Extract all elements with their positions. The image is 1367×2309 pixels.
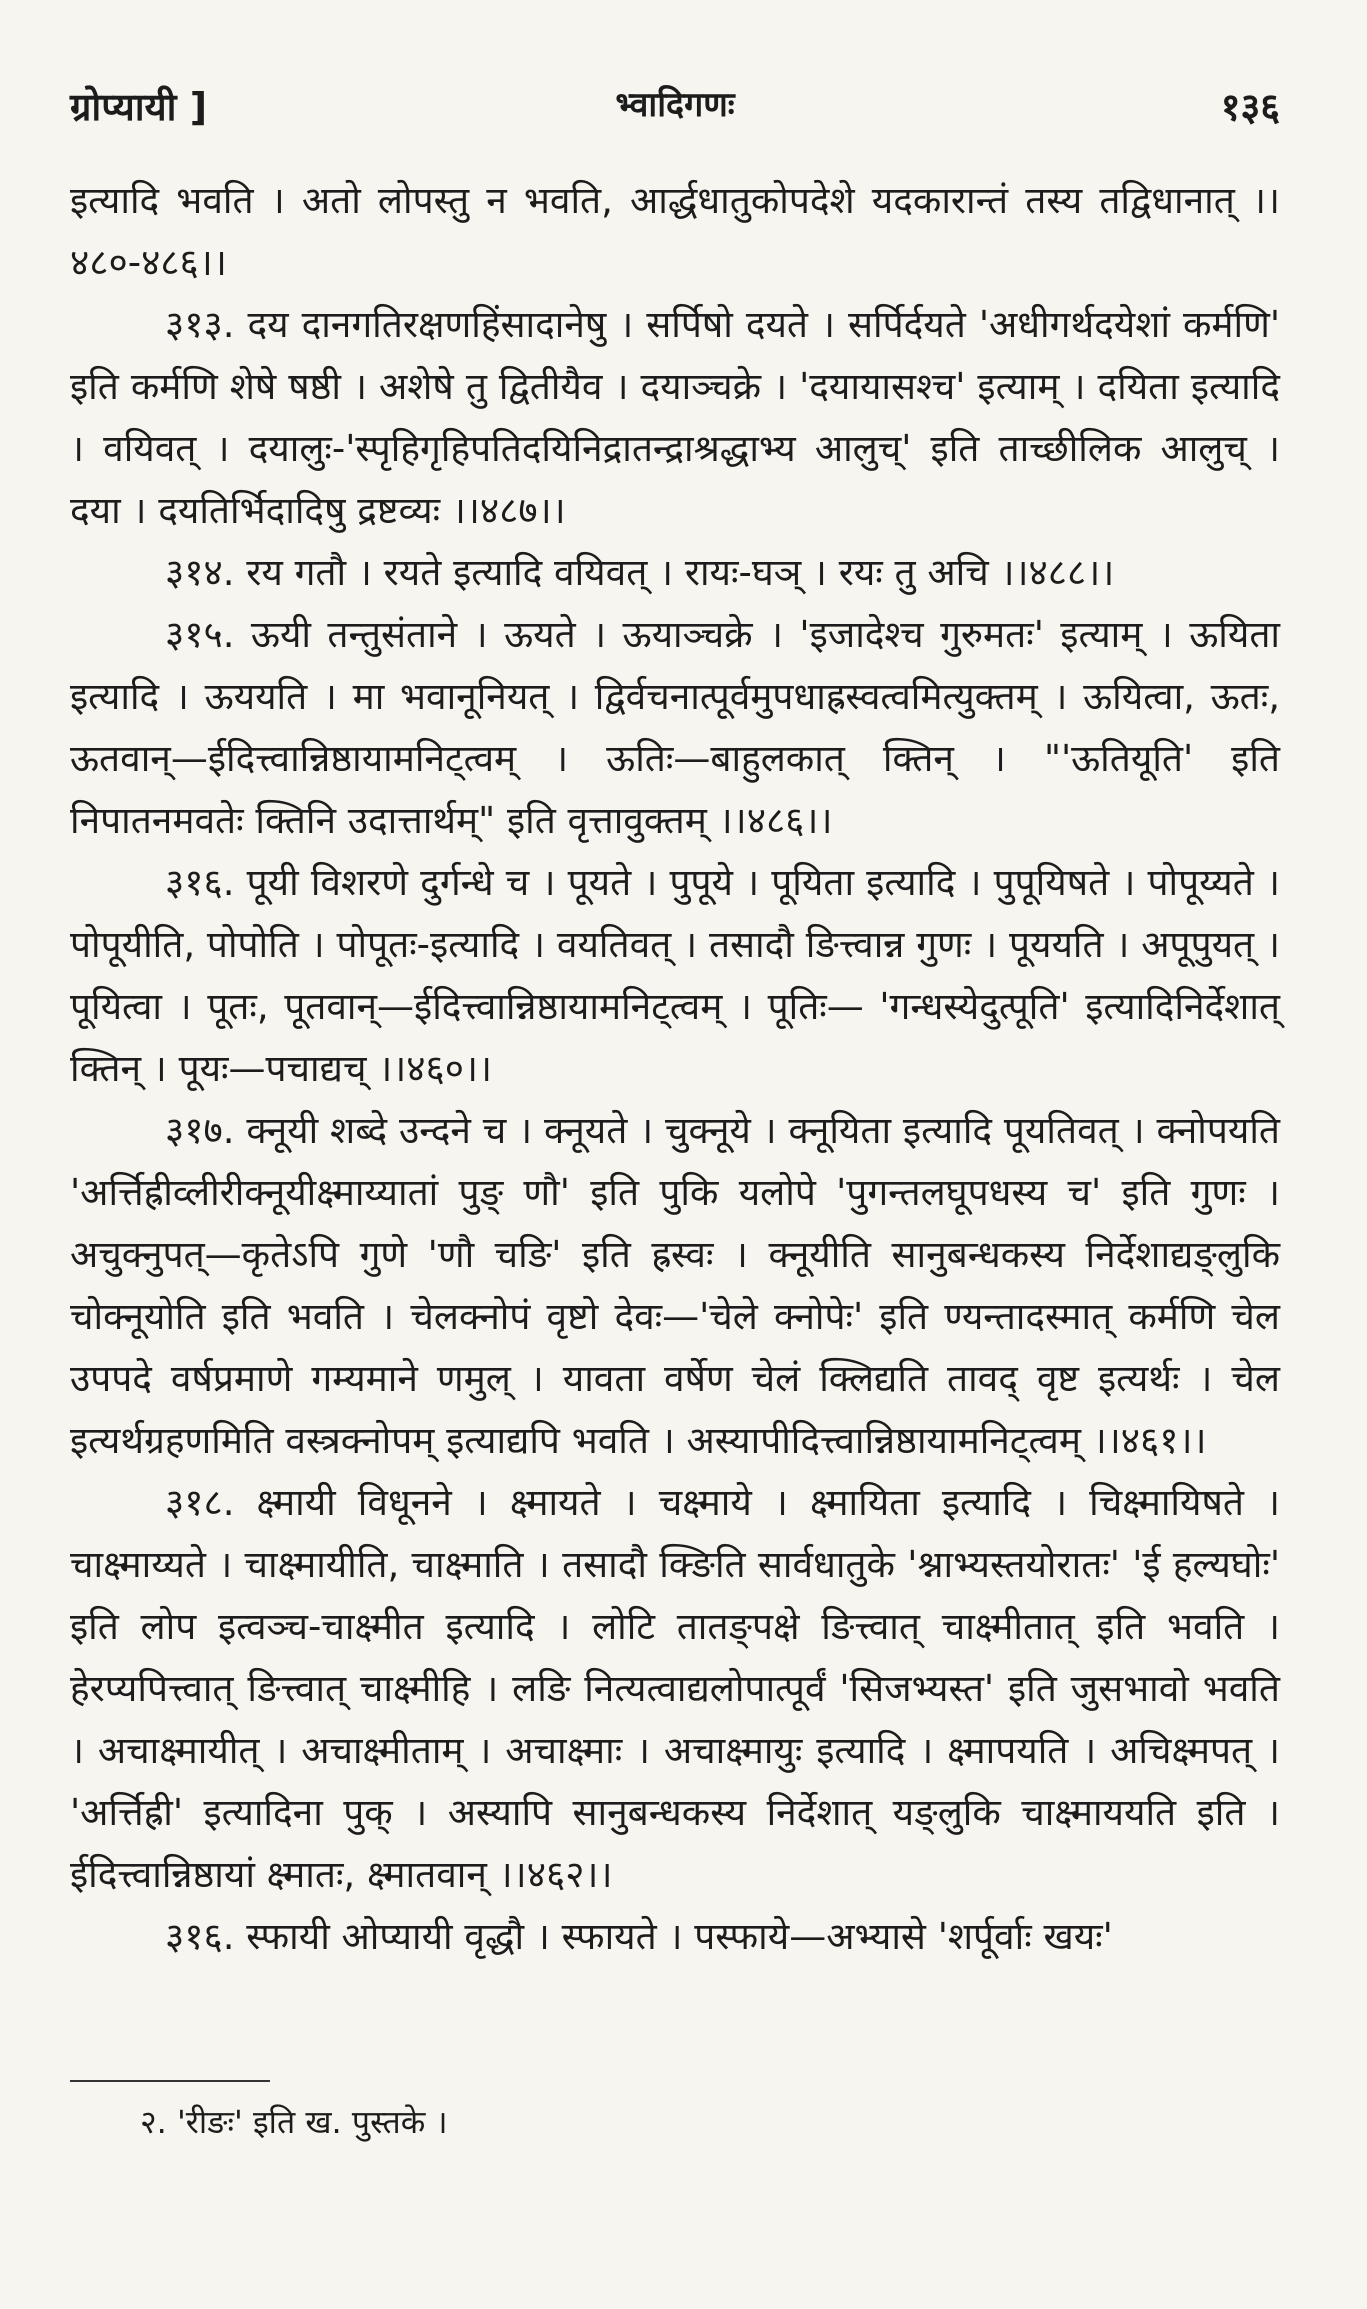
running-header	[70, 80, 1280, 150]
paragraph: ३१४. रय गतौ । रयते इत्यादि वयिवत् । रायः-घञ् । रयः तु अचि ।।४८८।।	[165, 551, 1115, 594]
paragraph: ३१८. क्ष्मायी विधूनने । क्ष्मायते । चक्ष्माये । क्ष्मायिता इत्यादि । चिक्ष्मायिषते । चाक्ष्माय्यते । चाक्ष्मायीति, चाक्ष्माति । तसादौ क्ङिति सार्वधातुके 'श्नाभ्यस्तयोरातः' 'ई हल्यघोः' इति लोप इत्वञ्च-चाक्ष्मीत इत्यादि । लोटि तातङ्पक्षे ङित्त्वात् चाक्ष्मीतात् इति भवति । हेरप्यपित्त्वात् ङित्त्वात् चाक्ष्मीहि । लङि नित्यत्वाद्यलोपात्पूर्वं 'सिजभ्यस्त' इति जुसभावो भवति । अचाक्ष्मायीत् । अचाक्ष्मीताम् । अचाक्ष्माः । अचाक्ष्मायुः इत्यादि । क्ष्मापयति । अचिक्ष्मपत् । 'अर्त्तिह्री' इत्यादिना पुक् । अस्यापि सानुबन्धकस्य निर्देशात् यङ्लुकि चाक्ष्माययति इति । ईदित्त्वान्निष्ठायां क्ष्मातः, क्ष्मातवान् ।।४६२।।	[70, 1481, 1280, 1896]
paragraph: इत्यादि भवति । अतो लोपस्तु न भवति, आर्द्धधातुकोपदेशे यदकारान्तं तस्य तद्विधानात् ।।४८०-४८६।।	[70, 179, 1280, 284]
header-chapter-title: भ्वादिगणः	[615, 85, 735, 125]
main-text	[70, 170, 1280, 1968]
paragraph: ३१७. क्नूयी शब्दे उन्दने च । क्नूयते । चुक्नूये । क्नूयिता इत्यादि पूयतिवत् । क्नोपयति 'अर्त्तिह्रीव्लीरीक्नूयीक्ष्माय्यातां पुङ् णौ' इति पुकि यलोपे 'पुगन्तलघूपधस्य च' इति गुणः । अचुक्नुपत्—कृतेऽपि गुणे 'णौ चङि' इति ह्रस्वः । क्नूयीति सानुबन्धकस्य निर्देशाद्यङ्लुकि चोक्नूयोति इति भवति । चेलक्नोपं वृष्टो देवः—'चेले क्नोपेः' इति ण्यन्तादस्मात् कर्मणि चेल उपपदे वर्षप्रमाणे गम्यमाने णमुल् । यावता वर्षेण चेलं क्लिद्यति तावद् वृष्ट इत्यर्थः । चेल इत्यर्थग्रहणमिति वस्त्रक्नोपम् इत्याद्यपि भवति । अस्यापीदित्त्वान्निष्ठायामनिट्त्वम् ।।४६१।।	[70, 1109, 1280, 1462]
paragraph: ३१६. स्फायी ओप्यायी वृद्धौ । स्फायते । पस्फाये—अभ्यासे 'शर्पूर्वाः खयः'	[165, 1915, 1113, 1958]
paragraph: ३१५. ऊयी तन्तुसंताने । ऊयते । ऊयाञ्चक्रे । 'इजादेश्च गुरुमतः' इत्याम् । ऊयिता इत्यादि । ऊययति । मा भवानूनियत् । द्विर्वचनात्पूर्वमुपधाह्रस्वत्वमित्युक्तम् । ऊयित्वा, ऊतः, ऊतवान्—ईदित्त्वान्निष्ठायामनिट्त्वम् । ऊतिः—बाहुलकात् क्तिन् । "'ऊतियूति' इति निपातनमवतेः क्तिनि उदात्तार्थम्" इति वृत्तावुक्तम् ।।४८६।।	[70, 613, 1280, 842]
page-number: १३६	[1220, 85, 1280, 129]
footnote-divider	[70, 2080, 270, 2082]
paragraph: ३१६. पूयी विशरणे दुर्गन्धे च । पूयते । पुपूये । पूयिता इत्यादि । पुपूयिषते । पोपूय्यते । पोपूयीति, पोपोति । पोपूतः-इत्यादि । वयतिवत् । तसादौ ङित्त्वान्न गुणः । पूययति । अपूपुयत् । पूयित्वा । पूतः, पूतवान्—ईदित्त्वान्निष्ठायामनिट्त्वम् । पूतिः— 'गन्धस्येदुत्पूति' इत्यादिनिर्देशात् क्तिन् । पूयः—पचाद्यच् ।।४६०।।	[70, 861, 1280, 1090]
header-section-title: ग्रोप्यायी ]	[70, 85, 208, 129]
paragraph: ३१३. दय दानगतिरक्षणहिंसादानेषु । सर्पिषो दयते । सर्पिर्दयते 'अधीगर्थदयेशां कर्मणि' इति कर्मणि शेषे षष्ठी । अशेषे तु द्वितीयैव । दयाञ्चक्रे । 'दयायासश्च' इत्याम् । दयिता इत्यादि । वयिवत् । दयालुः-'स्पृहिगृहिपतिदयिनिद्रातन्द्राश्रद्धाभ्य आलुच्' इति ताच्छीलिक आलुच् । दया । दयतिर्भिदादिषु द्रष्टव्यः ।।४८७।।	[70, 303, 1280, 532]
footnote: २. 'रीङः' इति ख. पुस्तके ।	[140, 2103, 448, 2141]
page	[70, 80, 1280, 2280]
